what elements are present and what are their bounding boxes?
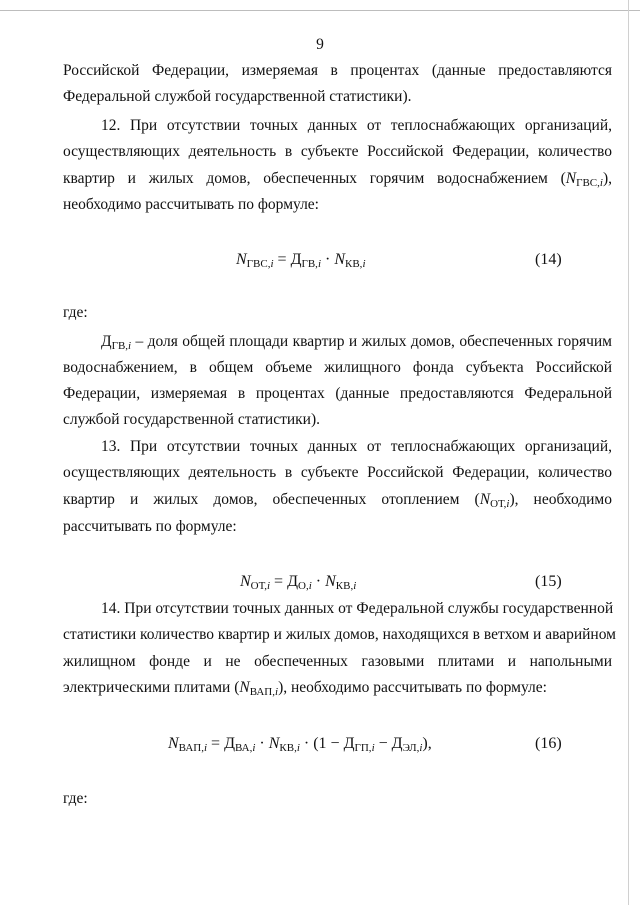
paragraph-line: осуществляющих деятельность в субъекте Российской Федерации, количество xyxy=(63,464,612,481)
paragraph-line: Федеральной службой государственной статистики). xyxy=(63,88,412,105)
formula-16: $N_{ВАП,i} = Д_{ВА,i} \cdot N_{КВ,i} \cdot (1 - Д_{ГП,i} - Д_{ЭЛ,i})$, xyxy=(168,735,432,754)
paragraph-line: статистики количество квартир и жилых домов, находящихся в ветхом и аварийном xyxy=(63,626,616,643)
scan-top-border xyxy=(0,10,640,11)
paragraph-line: необходимо рассчитывать по формуле: xyxy=(63,196,319,213)
paragraph-line: Российской Федерации, измеряемая в процентах (данные предоставляются xyxy=(63,62,612,79)
where-label: где: xyxy=(63,790,88,807)
paragraph-line: жилищном фонде и не обеспеченных газовыми плитами и напольными xyxy=(63,653,612,670)
paragraph-line: 13. При отсутствии точных данных от теплоснабжающих организаций, xyxy=(101,438,612,455)
paragraph-line: 14. При отсутствии точных данных от Федеральной службы государственной xyxy=(101,600,614,617)
paragraph-line: 12. При отсутствии точных данных от теплоснабжающих организаций, xyxy=(101,117,612,134)
where-label: где: xyxy=(63,304,88,321)
paragraph-line: рассчитывать по формуле: xyxy=(63,518,237,535)
paragraph-line: $Д_{ГВ,i}$ – доля общей площади квартир и жилых домов, обеспеченных горячим xyxy=(101,333,612,352)
scan-right-border xyxy=(628,0,629,905)
paragraph-line: осуществляющих деятельность в субъекте Российской Федерации, количество xyxy=(63,143,612,160)
paragraph-line: водоснабжением, в общем объеме жилищного фонда субъекта Российской xyxy=(63,359,612,376)
paragraph-line: электрическими плитами $(N_{ВАП,i})$, необходимо рассчитывать по формуле: xyxy=(63,679,547,698)
formula-14: $N_{ГВС,i} = Д_{ГВ,i} \cdot N_{КВ,i}$ xyxy=(236,251,366,270)
equation-number: (16) xyxy=(535,735,562,752)
formula-15: $N_{ОТ,i} = Д_{О,i} \cdot N_{КВ,i}$ xyxy=(240,573,357,592)
paragraph-line: квартир и жилых домов, обеспеченных горячим водоснабжением $(N_{ГВС,i})$, xyxy=(63,170,612,189)
equation-number: (14) xyxy=(535,251,562,268)
paragraph-line: службой государственной статистики). xyxy=(63,411,321,428)
paragraph-line: Федерации, измеряемая в процентах (данные предоставляются Федеральной xyxy=(63,385,612,402)
page-number: 9 xyxy=(316,36,324,53)
paragraph-line: квартир и жилых домов, обеспеченных отоплением $(N_{ОТ,i})$, необходимо xyxy=(63,491,612,510)
equation-number: (15) xyxy=(535,573,562,590)
